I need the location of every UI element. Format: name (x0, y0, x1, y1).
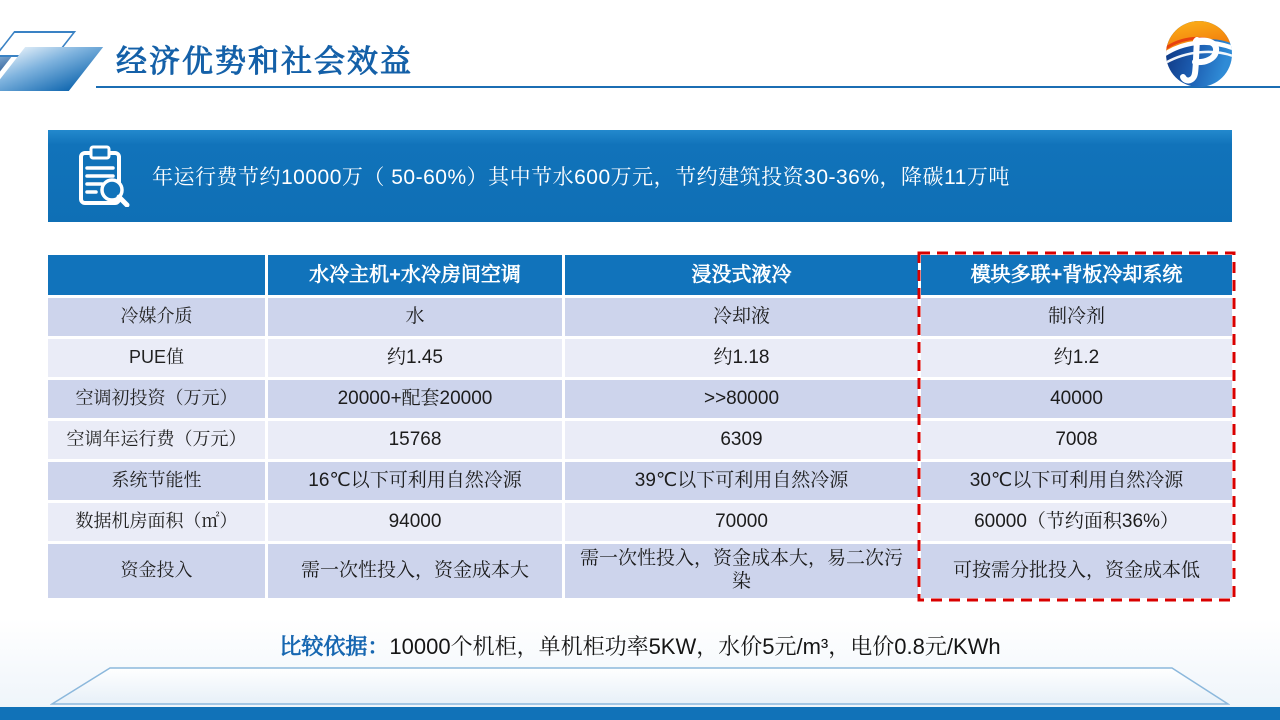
table-cell: 约1.45 (268, 339, 562, 377)
table-cell: 20000+配套20000 (268, 380, 562, 418)
table-cell: 6309 (565, 421, 918, 459)
header-divider-line (96, 86, 1280, 88)
table-cell: 70000 (565, 503, 918, 541)
table-cell: 需一次性投入，资金成本大，易二次污染 (565, 544, 918, 598)
table-cell: 40000 (921, 380, 1232, 418)
table-cell: 94000 (268, 503, 562, 541)
table-cell: 水 (268, 298, 562, 336)
column-header-immersion: 浸没式液冷 (565, 255, 918, 295)
column-header-blank (48, 255, 265, 295)
table-header-row (48, 255, 1232, 295)
banner-text: 年运行费节约10000万（ 50-60%）其中节水600万元，节约建筑投资30-36%，降碳11万吨 (152, 166, 1010, 189)
table-cell: 约1.2 (921, 339, 1232, 377)
summary-banner (48, 130, 1232, 222)
row-label: 系统节能性 (48, 462, 265, 500)
comparison-table (48, 255, 1232, 601)
table-cell: 30℃以下可利用自然冷源 (921, 462, 1232, 500)
table-row-energy-saving (48, 462, 1232, 500)
bottom-trapezoid (50, 667, 1230, 705)
row-label: 冷媒介质 (48, 298, 265, 336)
column-header-modular: 模块多联+背板冷却系统 (921, 255, 1232, 295)
table-row-annual-cost (48, 421, 1232, 459)
table-cell: 制冷剂 (921, 298, 1232, 336)
table-cell: 39℃以下可利用自然冷源 (565, 462, 918, 500)
table-cell: 需一次性投入，资金成本大 (268, 544, 562, 598)
column-header-water-cooled: 水冷主机+水冷房间空调 (268, 255, 562, 295)
table-cell: >>80000 (565, 380, 918, 418)
table-row-initial-investment (48, 380, 1232, 418)
table-row-pue (48, 339, 1232, 377)
footnote-text: 10000个机柜，单机柜功率5KW，水价5元/m³，电价0.8元/KWh (389, 634, 1001, 659)
row-label: 空调初投资（万元） (48, 380, 265, 418)
row-label: 资金投入 (48, 544, 265, 598)
page-title: 经济优势和社会效益 (116, 44, 413, 79)
footnote (0, 630, 1280, 661)
table-row-room-area (48, 503, 1232, 541)
table-cell: 冷却液 (565, 298, 918, 336)
bottom-bar (0, 707, 1280, 720)
table-row-coolant-medium (48, 298, 1232, 336)
table-cell: 可按需分批投入，资金成本低 (921, 544, 1232, 598)
table-cell: 约1.18 (565, 339, 918, 377)
footnote-label: 比较依据： (279, 634, 390, 659)
table-cell: 7008 (921, 421, 1232, 459)
row-label: 数据机房面积（㎡） (48, 503, 265, 541)
table-cell: 60000（节约面积36%） (921, 503, 1232, 541)
table-row-capital-investment (48, 544, 1232, 598)
company-logo-icon (1160, 13, 1238, 91)
table-cell: 15768 (268, 421, 562, 459)
row-label: PUE值 (48, 339, 265, 377)
clipboard-magnifier-icon (76, 145, 130, 207)
table-cell: 16℃以下可利用自然冷源 (268, 462, 562, 500)
row-label: 空调年运行费（万元） (48, 421, 265, 459)
